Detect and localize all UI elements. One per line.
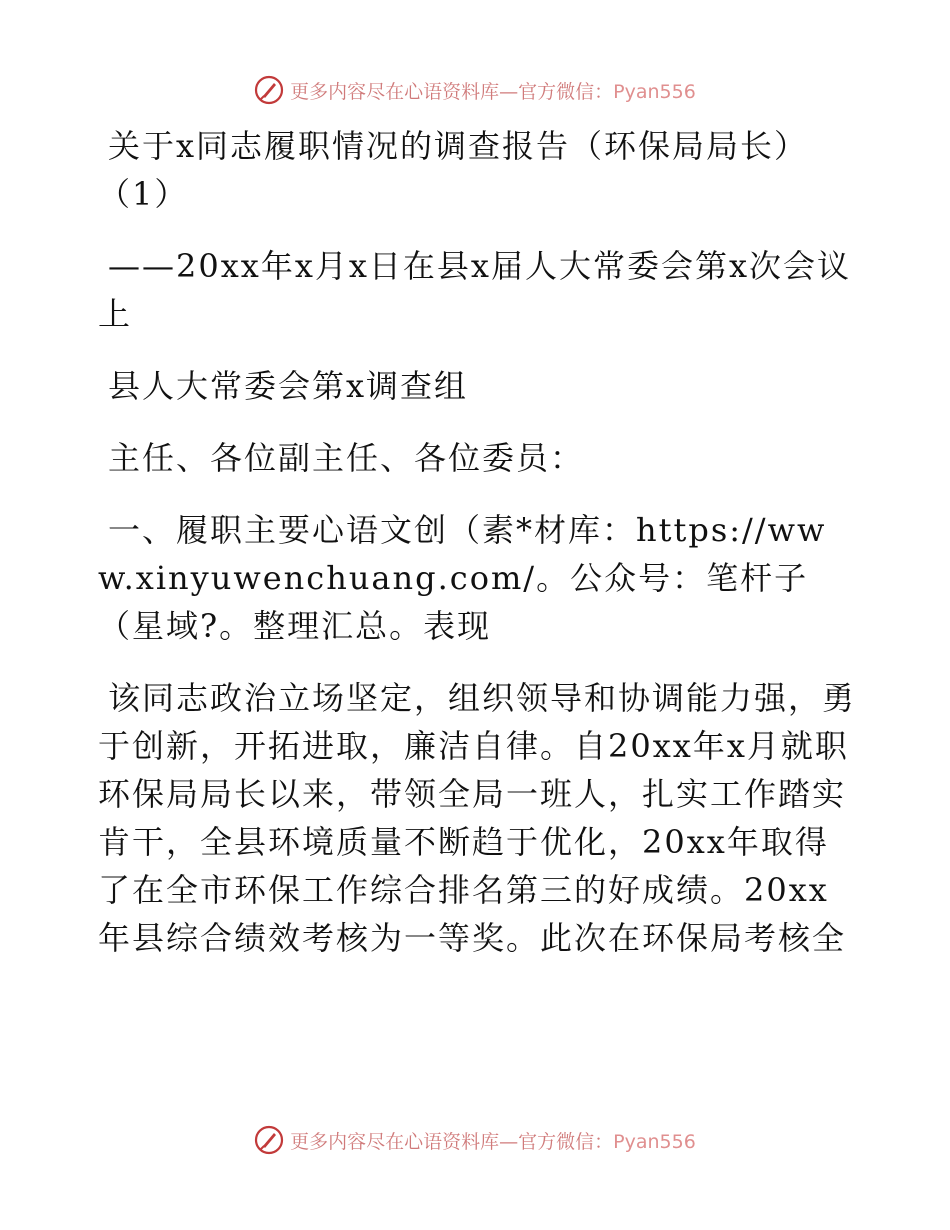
document-body (98, 122, 858, 986)
banner-text: 更多内容尽在心语资料库—官方微信：Pyan556 (290, 1130, 696, 1153)
quill-logo-icon (254, 75, 284, 105)
quill-logo-icon (254, 1125, 284, 1155)
document-subtitle: ——20xx年x月x日在县x届人大常委会第x次会议上 (98, 247, 852, 333)
document-title: 关于x同志履职情况的调查报告（环保局局长）（1） (98, 127, 809, 213)
document-salutation: 主任、各位副主任、各位委员： (108, 439, 585, 477)
banner-text: 更多内容尽在心语资料库—官方微信：Pyan556 (290, 80, 696, 103)
header-banner (0, 70, 950, 110)
banner-wechat-id: Pyan556 (613, 1130, 696, 1153)
footer-banner (0, 1120, 950, 1160)
document-author: 县人大常委会第x调查组 (108, 367, 469, 405)
body-paragraph: 该同志政治立场坚定，组织领导和协调能力强，勇于创新，开拓进取，廉洁自律。自20xx年x月就职环保局局长以来，带领全局一班人，扎实工作踏实肯干，全县环境质量不断趋于优化，20xx年取得了在全市环保工作综合排名第三的好成绩。20xx年县综合绩效考核为一等奖。此次在环保局考核全 (98, 679, 857, 957)
section-heading: 一、履职主要心语文创（素*材库：https://www.xinyuwenchuang.com/。公众号：笔杆子（星域?。整理汇总。表现 (98, 511, 827, 645)
banner-wechat-id: Pyan556 (613, 80, 696, 103)
